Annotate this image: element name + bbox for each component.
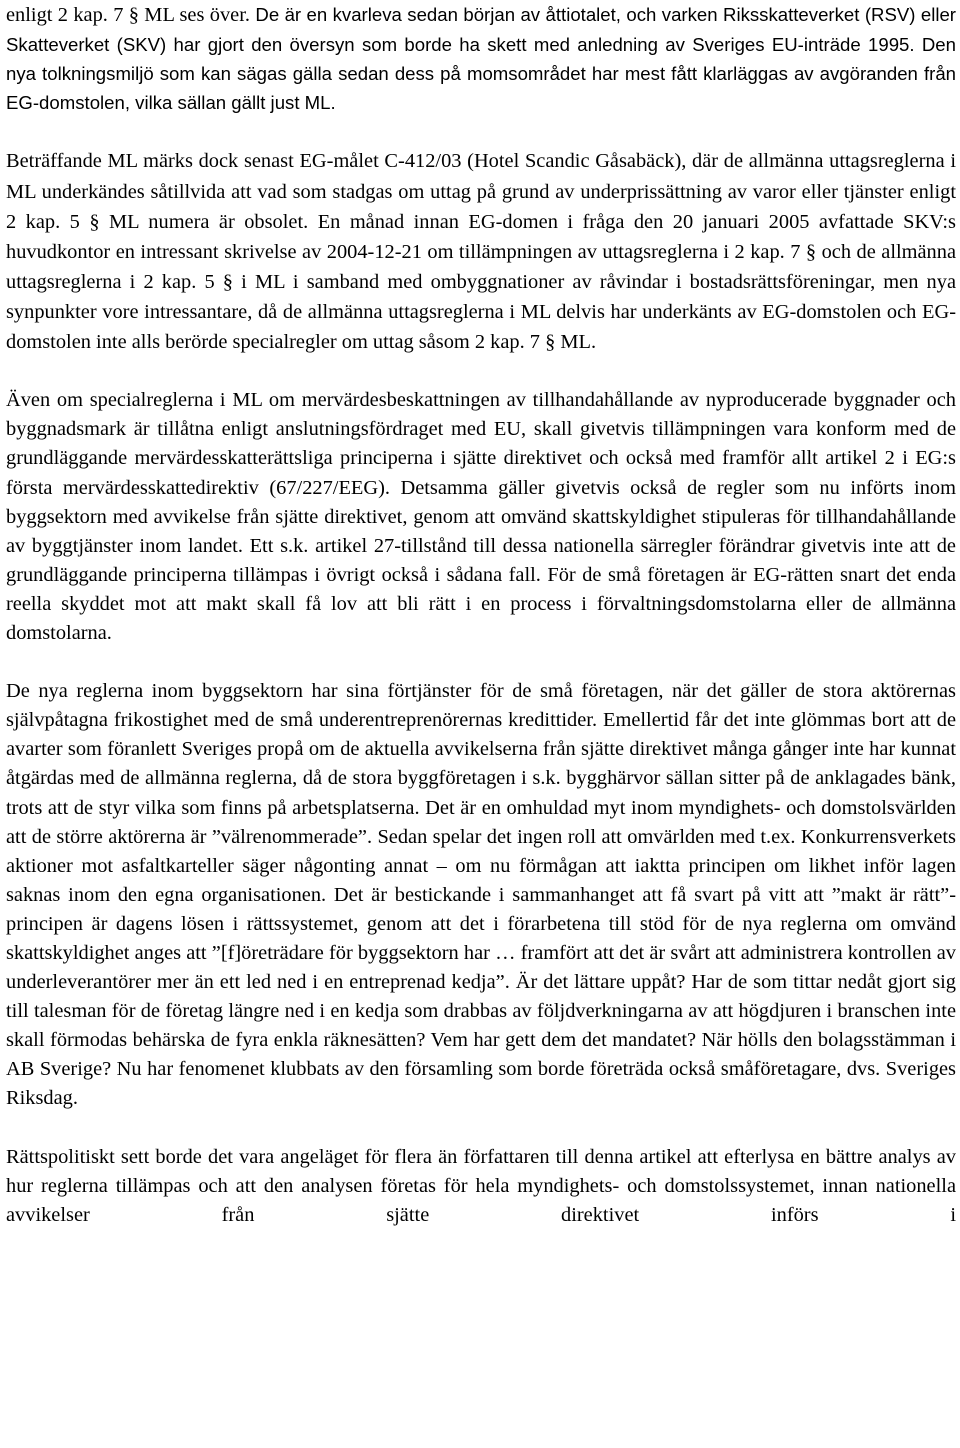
- paragraph-2-sentence-2: En månad innan EG-domen i fråga den 20 januari 2005 avfattade SKV:s huvudkontor en intressant skrivelse av 2004-12-21 om tillämpningen av uttagsreglerna i 2 kap. 7 § och de allmänna uttagsreglerna i 2 kap. 5 § i ML i samband med ombyggnationer av råvindar i bostadsrättsföreningar, men nya synpunkter vore intressantare, då de allmänna uttagsreglerna i ML delvis har underkänts av EG-domstolen och EG-domstolen inte alls berörde specialregler om uttag såsom 2 kap. 7 § ML.: [6, 210, 956, 354]
- paragraph-4: [6, 677, 956, 1113]
- paragraph-gap: [6, 1114, 956, 1143]
- paragraph-3-sentence-3: Ett s.k. artikel 27-tillstånd till dessa nationella särregler förändrar givetvis inte att de grundläggande principerna tillämpas i övrigt också i sådana fall.: [6, 534, 956, 586]
- paragraph-1: [6, 0, 956, 117]
- paragraph-2: [6, 146, 956, 357]
- paragraph-5-text: Rättspolitiskt sett borde det vara angeläget för flera än författaren till denna artikel att efterlysa en bättre analys av hur reglerna tillämpas och att den analysen företas för hela myndighets- och domstolssystemet, innan nationella avvikelser från sjätte direktivet införs i: [6, 1145, 956, 1226]
- paragraph-gap: [6, 117, 956, 146]
- paragraph-1-sentence-2: De är en kvarleva sedan början av åttiotalet, och varken Riksskatteverket (RSV) eller Skatteverket (SKV) har gjort den översyn som borde ha skett med anledning av Sveriges EU-inträde 1995. Den nya tolkningsmiljö som kan sägas gälla sedan dess på momsområdet har mest fått klarläggas av avgöranden från EG-domstolen, vilka sällan gällt just ML.: [6, 4, 956, 114]
- paragraph-3-sentence-2: Detsamma gäller givetvis också de regler som nu införts inom byggsektorn med avvikelse från sjätte direktivet, genom att omvänd skattskyldighet stipuleras för tillhandahållande av byggtjänster inom landet.: [6, 476, 956, 557]
- paragraph-3-sentence-4: För de små företagen är EG-rätten snart det enda reella skyddet mot att makt skall få lov att bli rätt i en process i förvaltningsdomstolarna eller de allmänna domstolarna.: [6, 563, 956, 644]
- paragraph-3: [6, 386, 956, 648]
- paragraph-gap: [6, 648, 956, 677]
- document-page: [6, 0, 956, 1230]
- paragraph-3-sentence-1: Även om specialreglerna i ML om mervärdesbeskattningen av tillhandahållande av nyproducerade byggnader och byggnadsmark är tillåtna enligt anslutningsfördraget med EU, skall givetvis tillämpningen vara konform med de grundläggande mervärdesskatterättsliga principerna i sjätte direktivet och också med framför allt artikel 2 i EG:s första mervärdesskattedirektiv (67/227/EEG).: [6, 389, 956, 499]
- paragraph-2-sentence-1: Beträffande ML märks dock senast EG-målet C-412/03 (Hotel Scandic Gåsabäck), där de allmänna uttagsreglerna i ML underkändes såtillvida att vad som stadgas om uttag på grund av underprissättning av varor eller tjänster enligt 2 kap. 5 § ML numera är obsolet.: [6, 150, 956, 233]
- paragraph-gap: [6, 357, 956, 386]
- paragraph-4-text: De nya reglerna inom byggsektorn har sina förtjänster för de små företagen, när det gäller de stora aktörernas självpåtagna frikostighet med de små underentreprenörernas kredittider. Emellertid får det inte glömmas bort att de avarter som föranlett Sveriges propå om de aktuella avvikelserna från sjätte direktivet många gånger inte har kunnat åtgärdas med de allmänna reglerna, då de stora byggföretagen i s.k. bygghärvor sällan sitter på de anklagades bänk, trots att de styr vilka som finns på arbetsplatserna. Det är en omhuldad myt inom myndighets- och domstolsvärlden att de större aktörerna är ”välrenommerade”. Sedan spelar det ingen roll att omvärlden med t.ex. Konkurrensverkets aktioner mot asfaltkarteller säger någonting annat – om nu förmågan att iaktta principen om likhet inför lagen saknas inom den egna organisationen. Det är bestickande i sammanhanget att få svart på vitt att ”makt är rätt”-principen är dagens lösen i rättssystemet, genom att det i förarbetena till stöd för de nya reglerna om omvänd skattskyldighet anges att ”[f]öreträdare för byggsektorn har … framfört att det är svårt att administrera kontrollen av underleverantörer mer än ett led ned i en entreprenad kedja”. Är det lättare uppåt? Har de som tittar nedåt gjort sig till talesman för de företag längre ned i en kedja som drabbas av följdverkningarna av att högdjuren i branschen inte skall förmodas behärska de fyra enkla räknesätten? Vem har gett dem det mandatet? När hölls den bolagsstämman i AB Sverige? Nu har fenomenet klubbats av den församling som borde företräda också småföretagare, dvs. Sveriges Riksdag.: [6, 680, 956, 1110]
- paragraph-5: [6, 1143, 956, 1230]
- paragraph-1-sentence-1: enligt 2 kap. 7 § ML ses över.: [6, 4, 250, 26]
